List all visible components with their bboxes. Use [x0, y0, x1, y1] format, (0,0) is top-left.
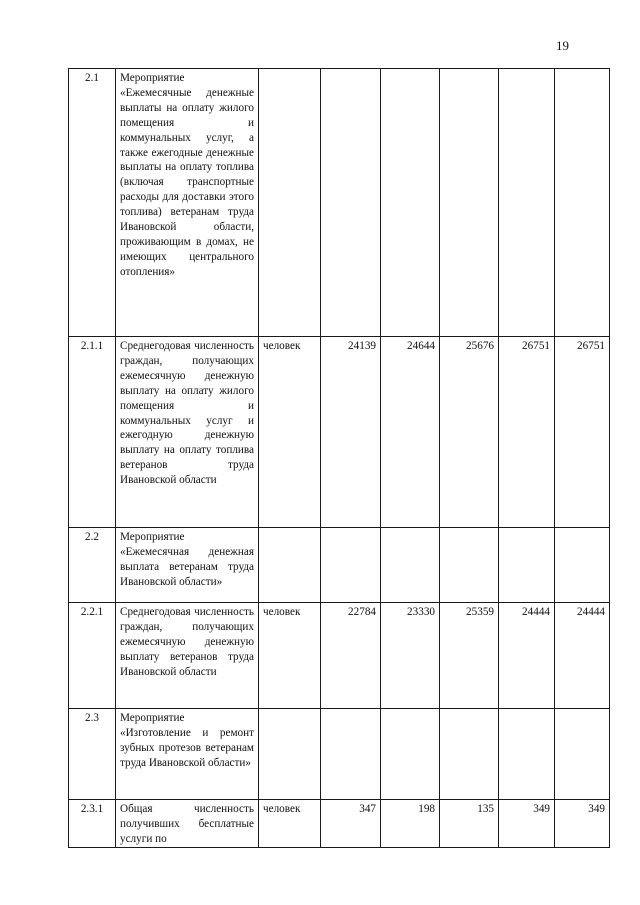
row-number: 2.1.1 — [69, 337, 116, 528]
table-row — [69, 337, 610, 528]
row-value-5 — [555, 528, 610, 603]
row-unit: человек — [259, 800, 321, 848]
row-value-3: 135 — [440, 800, 499, 848]
row-value-4: 349 — [499, 800, 555, 848]
row-description: Мероприятие «Ежемесячные денежные выплаты на оплату жилого помещения и коммунальных услуг, а также ежегодные денежные выплаты на оплату топлива (включая транспортные расходы для доставки этого топлива) ветеранам труда Ивановской области, проживающим в домах, не имеющих центрального отопления» — [116, 69, 259, 337]
page-number: 19 — [556, 38, 569, 53]
row-value-2 — [381, 528, 440, 603]
row-value-3: 25359 — [440, 603, 499, 709]
indicators-table — [68, 68, 610, 848]
row-value-5: 349 — [555, 800, 610, 848]
table-row — [69, 603, 610, 709]
row-value-2: 23330 — [381, 603, 440, 709]
row-number: 2.3.1 — [69, 800, 116, 848]
row-value-4 — [499, 528, 555, 603]
row-description: Общая численность получивших бесплатные услуги по — [116, 800, 259, 848]
row-value-2 — [381, 709, 440, 800]
row-value-2: 198 — [381, 800, 440, 848]
row-number: 2.2 — [69, 528, 116, 603]
row-number: 2.2.1 — [69, 603, 116, 709]
row-value-5 — [555, 69, 610, 337]
row-value-1 — [321, 528, 381, 603]
table-row — [69, 800, 610, 848]
row-value-3 — [440, 69, 499, 337]
table-row — [69, 69, 610, 337]
row-value-2: 24644 — [381, 337, 440, 528]
row-unit: человек — [259, 603, 321, 709]
row-value-3 — [440, 709, 499, 800]
row-unit — [259, 528, 321, 603]
row-number: 2.3 — [69, 709, 116, 800]
table-row — [69, 528, 610, 603]
row-value-1: 347 — [321, 800, 381, 848]
row-value-5: 26751 — [555, 337, 610, 528]
row-value-2 — [381, 69, 440, 337]
row-value-3 — [440, 528, 499, 603]
row-unit — [259, 69, 321, 337]
row-unit: человек — [259, 337, 321, 528]
table-row — [69, 709, 610, 800]
row-value-5 — [555, 709, 610, 800]
row-description: Мероприятие «Изготовление и ремонт зубных протезов ветеранам труда Ивановской области» — [116, 709, 259, 800]
row-description: Среднегодовая численность граждан, получающих ежемесячную денежную выплату ветеранов труда Ивановской области — [116, 603, 259, 709]
row-value-5: 24444 — [555, 603, 610, 709]
row-value-4: 24444 — [499, 603, 555, 709]
row-value-1: 22784 — [321, 603, 381, 709]
row-value-4 — [499, 69, 555, 337]
row-description: Среднегодовая численность граждан, получающих ежемесячную денежную выплату на оплату жилого помещения и коммунальных услуг и ежегодную денежную выплату на оплату топлива ветеранов труда Ивановской области — [116, 337, 259, 528]
row-value-1 — [321, 709, 381, 800]
row-value-4: 26751 — [499, 337, 555, 528]
row-value-3: 25676 — [440, 337, 499, 528]
row-value-4 — [499, 709, 555, 800]
row-number: 2.1 — [69, 69, 116, 337]
row-value-1: 24139 — [321, 337, 381, 528]
row-unit — [259, 709, 321, 800]
row-description: Мероприятие «Ежемесячная денежная выплата ветеранам труда Ивановской области» — [116, 528, 259, 603]
row-value-1 — [321, 69, 381, 337]
